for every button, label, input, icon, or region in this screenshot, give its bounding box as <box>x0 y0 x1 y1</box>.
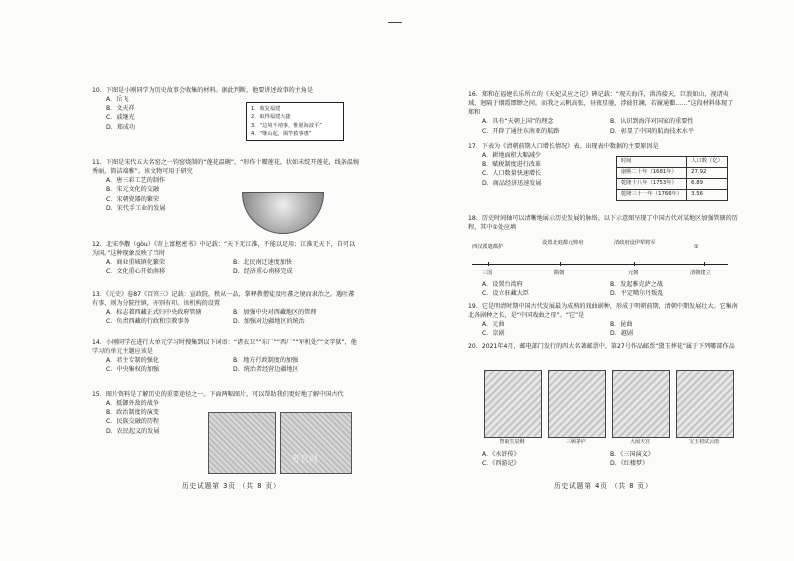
option: A．抵御外敌的战争 <box>106 400 159 408</box>
option: A．耕地面积大幅减少 <box>482 152 542 160</box>
question-19 <box>468 302 738 339</box>
table-cell: 27.92 <box>687 167 728 178</box>
option: D．平定噶尔丹叛乱 <box>610 290 664 298</box>
question-stem: 15．图片资料是了解历史的重要途径之一。下面两幅图片，可以帮助我们更好地了解中国古代 <box>92 391 344 398</box>
table-cell: 乾隆三十一年（1766年） <box>617 189 687 200</box>
population-table <box>616 156 728 201</box>
option: B．北民南迁速度加快 <box>233 259 293 267</box>
question-18-options <box>468 280 738 298</box>
option: A．岳飞 <box>106 96 129 104</box>
timeline-tick <box>488 262 489 266</box>
stamp-image <box>612 370 670 438</box>
option: D．《红楼梦》 <box>610 460 649 468</box>
stamp-caption: 大闹天宫 <box>629 439 650 445</box>
stamp-image <box>484 370 542 438</box>
option: B．昆曲 <box>610 321 633 329</box>
box-item: 2．取得福建大捷 <box>251 114 291 121</box>
question-stem: 17．下表为《清朝前期人口增长情况》表。出现表中数据的主要原因是 <box>468 143 659 150</box>
option: A．君主专制的强化 <box>106 357 159 365</box>
box-item: 3．“边境不靖事，惟愿海波平” <box>251 122 322 129</box>
table-header <box>617 157 728 168</box>
option: D．统治者经营边疆地区 <box>233 366 299 374</box>
question-18 <box>468 214 738 232</box>
stamp-image <box>676 370 734 438</box>
page-footer: 历史试题第 4页 （共 8 页） <box>554 482 653 490</box>
page-footer: 历史试题第 3页 （共 8 页） <box>182 482 281 490</box>
option: A．唐三彩工艺的制作 <box>106 177 166 185</box>
option: C．中央集权的加强 <box>106 366 160 374</box>
option: C．人口数量快速增长 <box>482 170 542 178</box>
option: A．标志着西藏正式归中央政府管辖 <box>106 309 202 317</box>
option: D．经济重心南移完成 <box>233 268 293 276</box>
stamp-caption: 三顾茅庐 <box>565 439 586 445</box>
timeline-tick <box>704 262 705 266</box>
stamp-image <box>548 370 606 438</box>
right-page <box>468 80 738 510</box>
option: C．戚继光 <box>106 114 135 122</box>
question-stem: 20．2021年4月，邮电部门发行的四大名著邮票中，第27号作品邮票“黛玉葬花”属于下列哪部作品 <box>468 343 735 350</box>
option: C．宋朝瓷器的繁荣 <box>106 195 160 203</box>
timeline-top-label: 清政府设伊犁将军 <box>614 240 656 246</box>
option: C．设立驻藏大臣 <box>482 290 529 298</box>
timeline-bottom-label: 三国 <box>482 270 493 276</box>
table-row <box>617 178 728 189</box>
option: B．赋税制度进行改革 <box>482 161 542 169</box>
question-13 <box>92 290 360 327</box>
option: B．政治制度的演变 <box>106 409 159 417</box>
option: C．《西游记》 <box>482 460 520 468</box>
question-14 <box>92 338 360 375</box>
option: B．认识到海洋对国家的重要性 <box>610 118 694 126</box>
option: D．宋代手工业的发展 <box>106 204 166 212</box>
stamp-watermark: 考官网 <box>291 454 319 465</box>
timeline-bottom-label: 清朝建立 <box>690 270 711 276</box>
question-stem: 18．历史时间轴可以清晰地展示历史发展的脉络。以下示意图呈现了中国古代对某地区加强管辖的历程，其中①处应填 <box>468 215 738 232</box>
question-16 <box>468 90 738 136</box>
question-stem: 13．《元史》卷87《百官三》记载：宣政院，秩从一品，掌释教僧徒及吐蕃之境而隶治之。遇吐蕃有事，则为分院往镇，亦别有印。该机构的设置 <box>92 291 355 308</box>
option: A．设置台湾府 <box>482 281 523 288</box>
option: B．《三国演义》 <box>610 451 654 458</box>
table-row <box>617 189 728 200</box>
option: B．宋元文化的交融 <box>106 186 159 194</box>
option: A．元曲 <box>482 321 505 329</box>
stamp-caption: 宝玉初试云雨 <box>688 439 719 445</box>
table-cell: 3.56 <box>687 189 728 200</box>
option: D．商品经济迅速发展 <box>482 179 542 187</box>
timeline-top-label: 西汉派遣都护 <box>472 244 504 250</box>
option: C．京剧 <box>482 330 505 338</box>
left-page <box>92 80 360 510</box>
timeline-axis <box>472 264 728 265</box>
box-item: 4．“继山起，揭竿救事惠” <box>251 130 312 137</box>
table-header-cell: 时间 <box>617 157 687 168</box>
question-stem: 11．下图是宋代五大名窑之一钧窑烧制的“莲花温碗”，“形作十瓣莲花，状如未绽开莲花，线条温婉秀丽，简洁端雅”。该文物可用于研究 <box>92 159 360 176</box>
option: B．地方行政制度的加强 <box>233 357 299 365</box>
option: D．郑成功 <box>106 123 136 131</box>
option: A．具有“天朝上国”的理念 <box>482 118 554 126</box>
table-row <box>617 167 728 178</box>
table-cell: 6.89 <box>687 178 728 189</box>
lotus-bowl-image <box>242 192 324 234</box>
option: C．文化重心开始南移 <box>106 268 166 276</box>
question-12 <box>92 240 360 277</box>
box-item: 1．收复福建 <box>251 106 281 112</box>
history-painting-image <box>208 412 276 474</box>
option: D．加强对边疆地区的统治 <box>233 318 305 326</box>
table-header-cell: 人口数（亿） <box>687 157 728 168</box>
question-stem: 19．它是明清时期中国古代发展最为成熟的戏曲剧种，形成于明朝前期，清朝中期发展壮大。它集南北各剧种之长，是“中国戏曲之母”。“它”是 <box>468 303 738 320</box>
q10-material-box <box>246 102 344 141</box>
question-stem: 10．下图是小刚同学为历史故事会收集的材料。据此判断，他要讲述故事的主角是 <box>92 87 314 94</box>
option: B．文天祥 <box>106 105 135 113</box>
option: D．彰显了中国的航海技术水平 <box>610 127 694 135</box>
timeline-top-label: 设置北庭都元帅府 <box>542 240 584 246</box>
option: B．加强中央对西藏地区的管理 <box>233 309 317 317</box>
option: D．越剧 <box>610 330 633 338</box>
option: C．开辟了通往东南亚的航路 <box>482 127 560 135</box>
question-stem: 14．小刚同学在进行大单元学习时搜集到以下词语：“诸衣卫”“东厂”“西厂”“军机处”“文字狱”，他学习的单元主题应该是 <box>92 339 357 356</box>
history-painting-image <box>280 412 352 474</box>
question-stem: 16．郑和在福建长乐所立的《天妃灵应之记》碑记载：“观夫海洋，洪涛接天，巨浪如山，视诸夷域，迥隔于烟霞缥缈之间。而我之云帆高张，昼夜星驰，涉彼狂澜，若履通衢……”这段材料体现了郑和 <box>468 91 734 117</box>
option: B．发起雅克萨之战 <box>610 281 663 288</box>
question-20-options <box>468 450 738 468</box>
table-cell: 乾隆十八年（1753年） <box>617 178 687 189</box>
option: D．农民起义的发展 <box>106 427 160 435</box>
option: C．民族交融的历程 <box>106 418 160 426</box>
timeline-tick <box>634 262 635 266</box>
binding-mark <box>388 22 402 23</box>
option: A．《水浒传》 <box>482 451 520 458</box>
option: C．负责西藏的行政和宗教事务 <box>106 318 190 326</box>
timeline-bottom-label: 元朝 <box>628 270 639 276</box>
table-cell: 康熙二十年（1681年） <box>617 167 687 178</box>
question-20 <box>468 342 738 351</box>
timeline-circle-label: ① <box>694 244 699 250</box>
option: A．商业重城镇化繁荣 <box>106 259 166 267</box>
question-stem: 12．北宋李觏（gòu）《寄上富枢密书》中记载：“天下无江淮，不能以足用；江淮无天下，自可以为国。”这种现象反映了当时 <box>92 241 356 258</box>
timeline-tick <box>560 262 561 266</box>
stamp-caption: 智取生辰纲 <box>499 439 525 445</box>
question-15 <box>92 390 344 436</box>
timeline-bottom-label: 隋朝 <box>554 270 565 276</box>
